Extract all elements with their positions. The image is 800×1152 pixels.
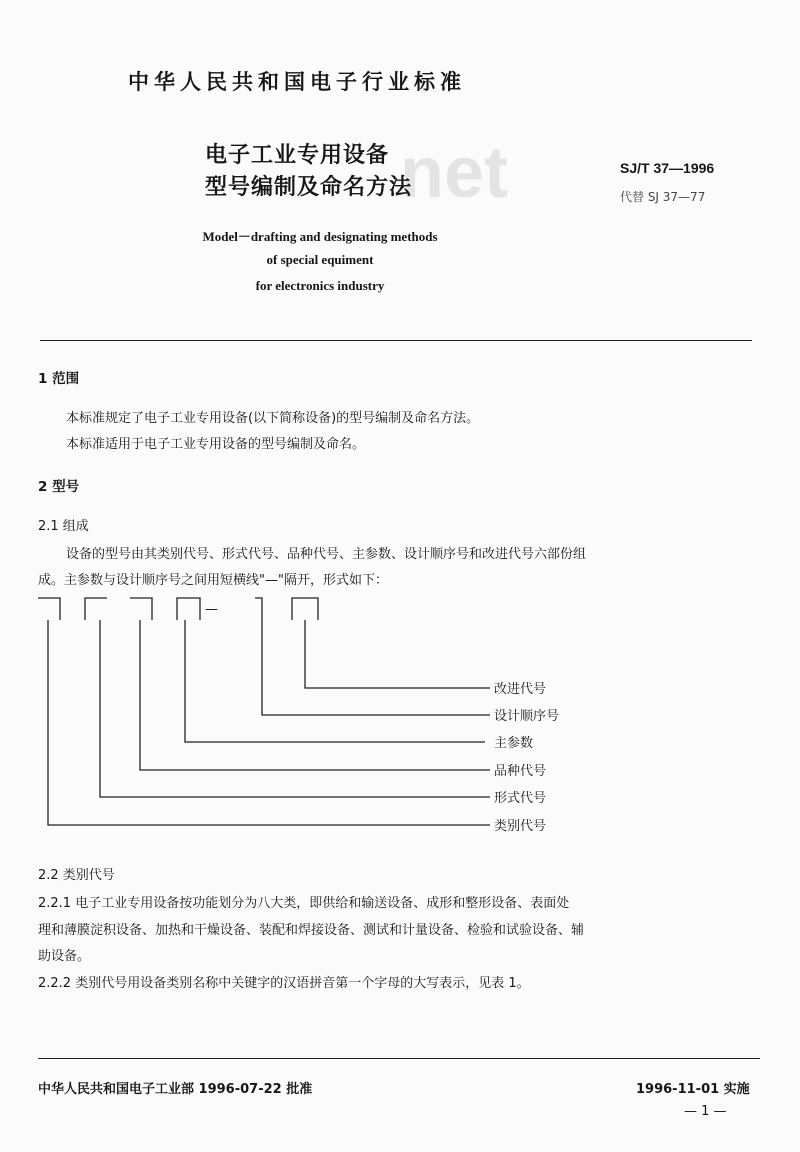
box-3	[130, 598, 152, 620]
label-form-code: 形式代号	[494, 791, 547, 806]
standard-code: SJ/T 37—1996	[620, 160, 715, 176]
section-2-2-heading: 2.2 类别代号	[38, 868, 115, 883]
english-title-2: of special equiment	[266, 252, 374, 267]
box-1	[38, 598, 60, 620]
section-2-1-heading: 2.1 组成	[38, 519, 89, 534]
watermark: net	[400, 133, 508, 213]
footer-divider	[38, 1058, 760, 1059]
label-variety-code: 品种代号	[494, 764, 547, 779]
box-6	[292, 598, 318, 620]
page-number: — 1 —	[684, 1104, 727, 1119]
label-main-parameter: 主参数	[494, 736, 534, 751]
paragraph: 理和薄膜淀积设备、加热和干燥设备、装配和焊接设备、测试和计量设备、检验和试验设备、辅	[38, 923, 585, 938]
title-line-2: 型号编制及命名方法	[205, 175, 413, 200]
paragraph: 设备的型号由其类别代号、形式代号、品种代号、主参数、设计顺序号和改进代号六部份组	[66, 547, 587, 562]
label-design-sequence: 设计顺序号	[494, 709, 560, 724]
replaces-note: 代替 SJ 37—77	[620, 190, 706, 204]
paragraph: 本标准适用于电子工业专用设备的型号编制及命名。	[66, 437, 366, 452]
separator-dash: —	[205, 602, 218, 617]
box-2	[85, 598, 107, 620]
box-4	[177, 598, 200, 620]
section-1-heading: 1 范围	[38, 371, 80, 387]
divider	[40, 340, 752, 341]
section-2-heading: 2 型号	[38, 479, 80, 495]
paragraph: 成。主参数与设计顺序号之间用短横线"—"隔开，形式如下：	[38, 573, 388, 588]
label-improvement-code: 改进代号	[494, 682, 547, 697]
english-title-1: Model－drafting and designating methods	[202, 229, 438, 244]
box-5	[255, 598, 262, 620]
paragraph: 2.2.2 类别代号用设备类别名称中关键字的汉语拼音第一个字母的大写表示，见表 1。	[38, 976, 530, 991]
model-structure-diagram	[0, 590, 800, 840]
title-line-1: 电子工业专用设备	[205, 143, 390, 168]
standard-header: 中华人民共和国电子行业标准	[128, 70, 466, 94]
paragraph: 助设备。	[38, 949, 91, 964]
approval-note: 中华人民共和国电子工业部 1996-07-22 批准	[38, 1082, 313, 1097]
paragraph: 2.2.1 电子工业专用设备按功能划分为八大类，即供给和输送设备、成形和整形设备、表面处	[38, 896, 570, 911]
english-title-3: for electronics industry	[255, 278, 385, 293]
label-category-code: 类别代号	[494, 819, 547, 834]
implementation-date: 1996-11-01 实施	[636, 1082, 750, 1097]
paragraph: 本标准规定了电子工业专用设备(以下简称设备)的型号编制及命名方法。	[66, 411, 480, 426]
